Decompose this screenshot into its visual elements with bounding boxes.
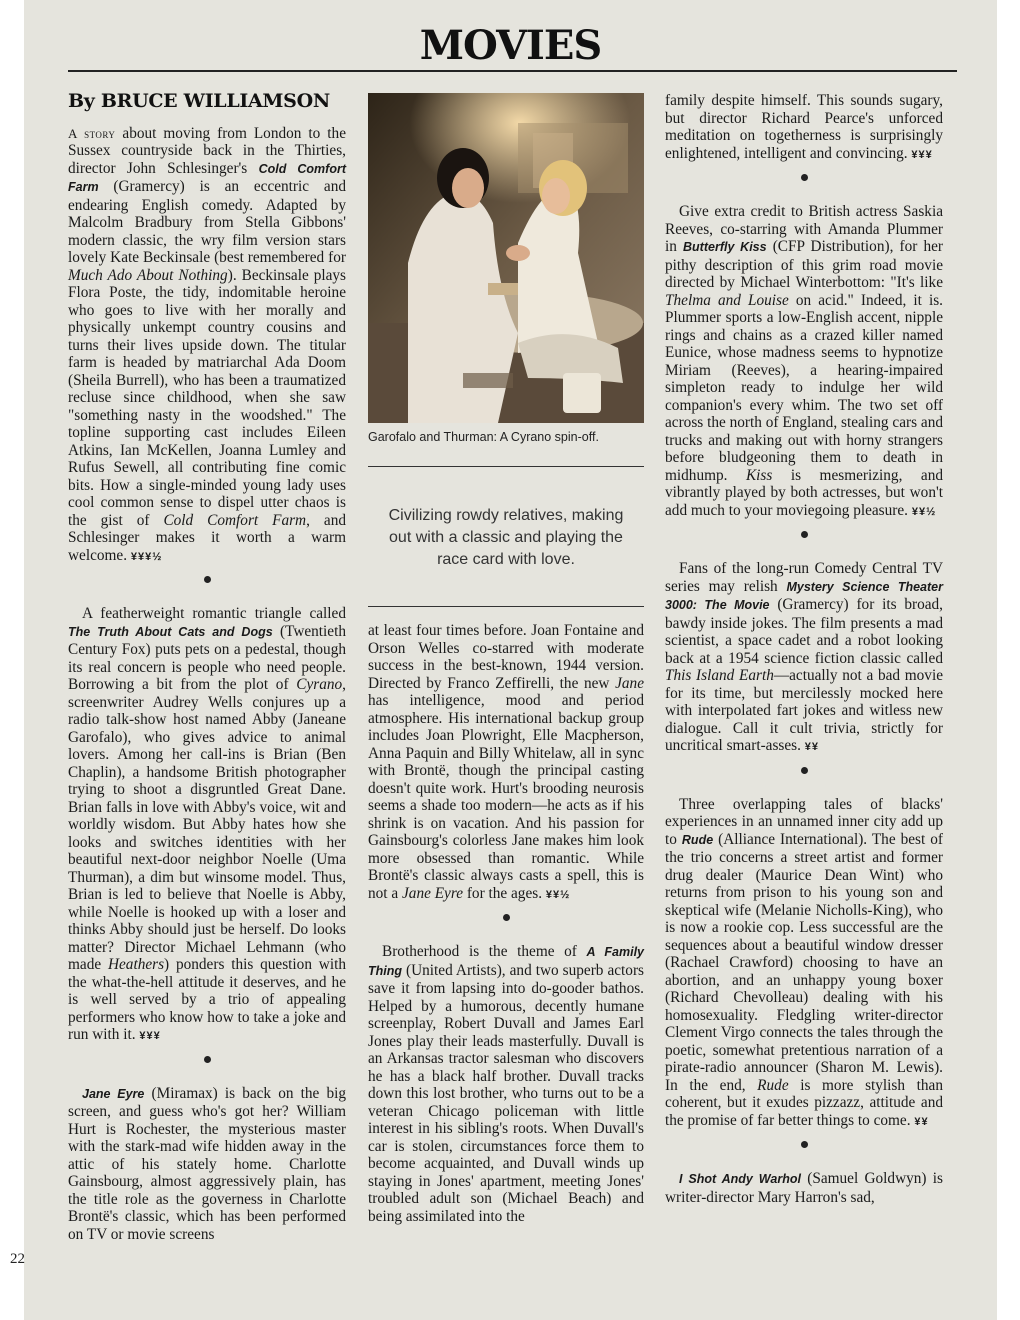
film-title: Rude <box>681 832 714 847</box>
column-3 <box>665 92 943 1206</box>
film-title: I Shot Andy Warhol <box>679 1172 801 1186</box>
rating-icon: ¥¥½ <box>545 888 571 901</box>
magazine-page <box>24 0 997 1320</box>
section-divider-dot <box>801 531 808 538</box>
section-title: MOVIES <box>419 22 602 69</box>
header-rule <box>68 70 957 72</box>
section-divider-dot <box>801 767 808 774</box>
rating-icon: ¥¥ <box>914 1115 929 1128</box>
film-title: Mystery Science Theater 3000: The Movie <box>665 579 943 612</box>
rating-icon: ¥¥¥ <box>911 148 933 161</box>
review-butterfly-kiss: Give extra credit to British actress Saskia Reeves, co-starring with Amanda Plummer in Butterfly Kiss (CFP Distribution), for her pithy description of this grim road movie directed by Michael Winterbottom: "It's like Thelma and Louise on acid." Indeed, it is. Plummer sports a low-English accent, nipple rings and chains as a crazed killer named Eunice, whose madness seems to hypnotize Miriam (Reeves), a hearing-impaired simpleton ready to indulge her wild companion's every whim. The two set off across the north of England, stealing cars and trucks and making out with horny strangers before bludgeoning them to death in midhump. Kiss is mesmerizing, and vibrantly played by both actresses, but won't add much to your moviegoing pleasure. ¥¥½ <box>665 203 944 519</box>
review-a-family-thing-continued: family despite himself. This sounds sugary, but director Richard Pearce's unforced meditation on togetherness is surprisingly enlightened, intelligent and convincing. ¥¥¥ <box>665 92 943 162</box>
lead-in: A story <box>68 125 116 141</box>
film-title: The Truth About Cats and Dogs <box>68 624 273 639</box>
rating-icon: ¥¥¥ <box>139 1030 161 1042</box>
review-jane-eyre-continued: at least four times before. Joan Fontaine and Orson Welles co-starred with moderate success in the best-known, 1944 version. Directed by Franco Zeffirelli, the new Jane has intelligence, mood and period atmosphere. His international backup group includes Joan Plowright, Elle Macpherson, Anna Paquin and Billy Whitelaw, all in sync with Brontë, though the principal casting doesn't quite work. Hurt's brooding neurosis seems a shade too modern—he acts as if his shrink is on vacation. And his passion for Gainsbourg's colorless Jane makes him look more obsessed than romantic. While Brontë's classic always casts a spell, this is not a Jane Eyre for the ages. ¥¥½ <box>368 622 644 902</box>
photo-image <box>368 93 644 423</box>
column-2 <box>368 622 644 1225</box>
rating-icon: ¥¥½ <box>911 505 937 518</box>
film-title: Cold Comfort Farm <box>68 161 346 194</box>
review-rude: Three overlapping tales of blacks' experiences in an unnamed inner city add up to Rude (Alliance International). The best of the trio concerns a street artist and former drug dealer (Maurice Dean Wint) who returns from prison to his young son and skeptical wife (Melanie Nicholls-King), who is now a rookie cop. Less successful are the sequences about a beautiful window dresser (Rachael Crawford) choosing to have an abortion, and an unhappy young boxer (Richard Chevolleau) dealing with his homosexuality. Fledgling writer-director Clement Virgo connects the tales through the poetic, somewhat pretentious narration of a pirate-radio announcer (Sharon M. Lewis). In the end, Rude is more stylish than coherent, but it exudes pizzazz, attitude and the promise of far better things to come. ¥¥ <box>665 795 943 1129</box>
photo-caption: Garofalo and Thurman: A Cyrano spin-off. <box>368 430 599 444</box>
pull-quote: Civilizing rowdy relatives, making out with a classic and playing the race card with love. <box>388 507 624 568</box>
film-still-photo <box>368 93 644 423</box>
section-divider-dot <box>204 576 211 583</box>
section-divider-dot <box>503 914 510 921</box>
pull-quote-rule-top <box>368 466 644 467</box>
review-a-family-thing: Brotherhood is the theme of A Family Thing (United Artists), and two superb actors save it from lapsing into do-gooder bathos. Helped by a humorous, decently humane screenplay, Robert Duvall and James Earl Jones play their leads masterfully. Duvall is an Arkansas tractor salesman who discovers he has a black half brother. Duvall tracks down this lost brother, who turns out to be a veteran Chicago policeman with little interest in his sibling's roots. When Duvall's car is stolen, circumstances force them to become acquainted, and Duvall winds up staying in Jones' apartment, meeting Jones' troubled adult son (Michael Beach) and being assimilated into the <box>368 943 645 1225</box>
section-divider-dot <box>801 174 808 181</box>
review-truth-about-cats-and-dogs: A featherweight romantic triangle called The Truth About Cats and Dogs (Twentieth Century Fox) puts pets on a pedestal, though its real concern is people who need people. Borrowing a bit from the plot of Cyrano, screenwriter Audrey Wells conjures up a radio talk-show host named Abby (Janeane Garofalo), who gives advice to animal lovers. Among her call-ins is Brian (Ben Chaplin), a handsome British photographer trying to shoot a disgruntled Great Dane. Brian falls in love with Abby's voice, wit and worldly wisdom. But Abby hates how she looks and switches identities with her beautiful next-door neighbor Noelle (Uma Thurman), a dim but winsome model. Thus, Brian is led to believe that Noelle is Abby, while Noelle is hooked up with a loser and thinks Abby should just be herself. Do looks matter? Director Michael Lehmann (who made Heathers) ponders this question with the what-the-hell attitude it deserves, and he is well served by a trio of appealing performers who know how to take a joke and run with it. ¥¥¥ <box>68 605 346 1043</box>
section-divider-dot <box>204 1056 211 1063</box>
review-i-shot-andy-warhol: I Shot Andy Warhol (Samuel Goldwyn) is writer-director Mary Harron's sad, <box>665 1170 943 1206</box>
page-number: 22 <box>10 1251 25 1267</box>
film-title: Jane Eyre <box>82 1086 145 1101</box>
film-title: A Family Thing <box>368 945 645 978</box>
film-title: Butterfly Kiss <box>683 240 767 254</box>
pull-quote-rule-bottom <box>368 606 644 607</box>
rating-icon: ¥¥ <box>804 741 819 753</box>
review-jane-eyre: Jane Eyre (Miramax) is back on the big screen, and guess who's got her? William Hurt is Rochester, the mysterious master with the stark-mad wife hidden away in the attic of his stately home. Charlotte Gainsbourg, almost aggressively plain, has the title role as the governess in Charlotte Brontë's classic, which has been performed on TV or movie screens <box>68 1084 346 1243</box>
rating-icon: ¥¥¥½ <box>130 550 163 563</box>
section-divider-dot <box>801 1141 808 1148</box>
review-mystery-science-theater: Fans of the long-run Comedy Central TV series may relish Mystery Science Theater 3000: The Movie (Gramercy) for its broad, bawdy inside jokes. The film presents a mad scientist, a space cadet and a robot looking back at a 1954 science fiction classic called This Island Earth—actually not a bad movie for its time, but mercilessly mocked here with interpolated fart jokes and witless new dialogue. Call it cult trivia, strictly for uncritical smart-asses. ¥¥ <box>665 560 943 754</box>
byline: By BRUCE WILLIAMSON <box>68 90 330 112</box>
column-1 <box>68 90 347 1243</box>
review-cold-comfort-farm: A story about moving from London to the Sussex countryside back in the Thirties, director John Schlesinger's Cold Comfort Farm (Gramercy) is an eccentric and endearing English comedy. Adapted by Malcolm Bradbury from Stella Gibbons' modern classic, the wry film version stars lovely Kate Beckinsale (best remembered for Much Ado About Nothing). Beckinsale plays Flora Poste, the tidy, indomitable heroine who goes to live with her morally and physically unkempt country cousins and turns their lives upside down. The titular farm is headed by matriarchal Ada Doom (Sheila Burrell), who has been a traumatized recluse since childhood, when she saw "something nasty in the woodshed." The topline supporting cast includes Eileen Atkins, Ian McKellen, Joanna Lumley and Rufus Sewell, all contributing fine comic bits. How a single-minded young lady uses cool common sense to dispel utter chaos is the gist of Cold Comfort Farm, and Schlesinger makes it worth a warm welcome. ¥¥¥½ <box>68 124 347 564</box>
